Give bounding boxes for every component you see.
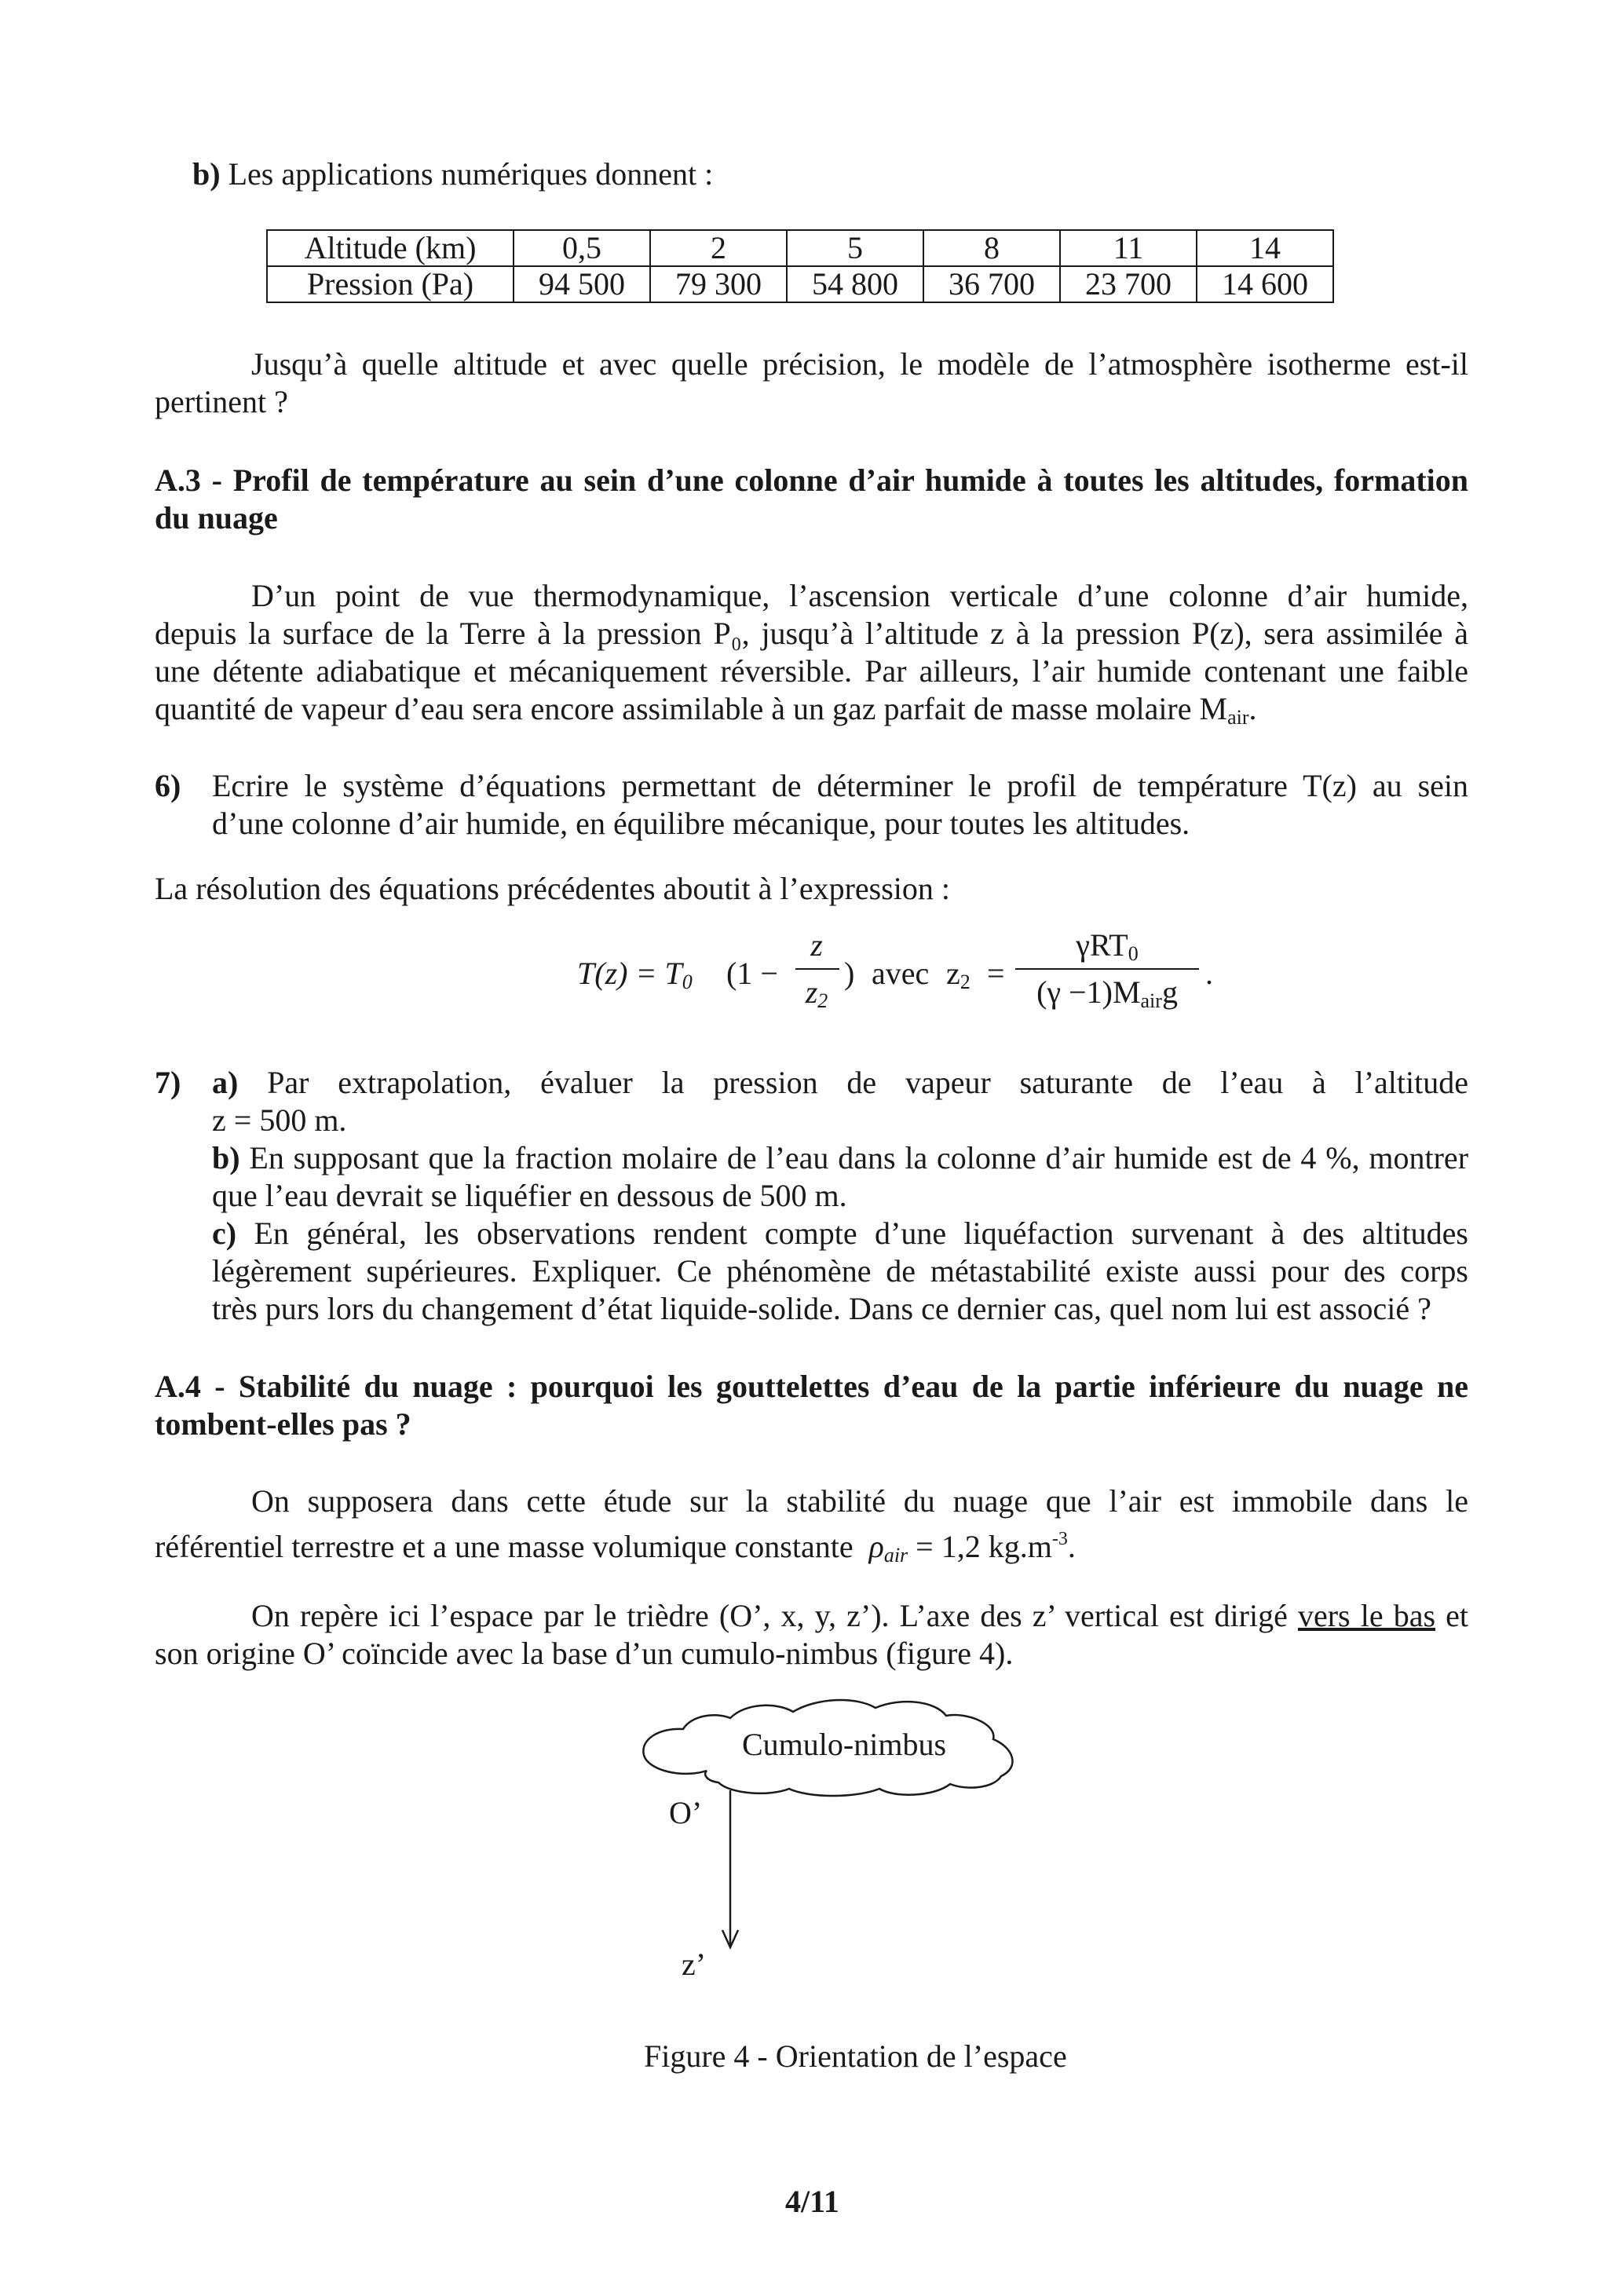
q6-line1: Ecrire le système d’équations permettant de déterminer le profil de température T(z) au sein — [212, 768, 1468, 803]
table-cell: 14 — [1197, 230, 1333, 266]
rho-sub: air — [883, 1544, 908, 1567]
section-a4-para2-end: et — [1435, 1598, 1468, 1633]
formula-lhs — [577, 955, 693, 994]
origin-label: O’ — [669, 1795, 703, 1830]
formula-period: . — [1205, 956, 1213, 991]
figure-4 — [628, 1680, 1068, 2026]
table-cell: 94 500 — [514, 266, 650, 302]
section-a3-title-line1: A.3 - Profil de température au sein d’une colonne d’air humide à toutes les altitudes, formation — [155, 462, 1468, 498]
q5b-label: b) — [192, 156, 221, 192]
q6-line2: d’une colonne d’air humide, en équilibre mécanique, pour toutes les altitudes. — [212, 806, 1190, 841]
formula-z2 — [946, 955, 971, 994]
table-cell: 23 700 — [1060, 266, 1197, 302]
q7c-line3: très purs lors du changement d’état liquide-solide. Dans ce dernier cas, quel nom lui est associé ? — [212, 1291, 1431, 1326]
pertinence-question-line2: pertinent ? — [155, 384, 288, 419]
table-cell: 54 800 — [787, 266, 923, 302]
table-cell: 5 — [787, 230, 923, 266]
section-a4-title-line1: A.4 - Stabilité du nuage : pourquoi les gouttelettes d’eau de la partie inférieure du nuage ne — [155, 1369, 1468, 1404]
formula-frac2-den-end: g — [1161, 974, 1178, 1010]
section-a4-para1-line2 — [155, 1520, 1076, 1574]
section-a4-para2-text: On repère ici l’espace par le trièdre (O’, x, y, z’). L’axe des z’ vertical est dirigé — [251, 1598, 1298, 1633]
section-a4-para1-line2-text: référentiel terrestre et a une masse volumique constante — [155, 1529, 854, 1564]
table-cell: 36 700 — [923, 266, 1060, 302]
formula-frac1-denominator — [793, 974, 840, 1013]
figure-4-caption: Figure 4 - Orientation de l’espace — [644, 2038, 1067, 2074]
table-cell: 11 — [1060, 230, 1197, 266]
section-a3-para-line3: une détente adiabatique et mécaniquement réversible. Par ailleurs, l’air humide contenant une faible — [155, 653, 1468, 689]
rho-symbol — [868, 1529, 908, 1567]
formula-lhs-text: T(z) = T — [577, 956, 682, 991]
page-number: 4/11 — [785, 2184, 839, 2219]
rho-text: ρ — [868, 1529, 884, 1564]
table-cell: Altitude (km) — [267, 230, 514, 266]
q5b-intro — [192, 155, 713, 193]
q7a-label: a) — [212, 1065, 239, 1100]
section-a4-para2-line1 — [251, 1597, 1468, 1635]
axis-label: z’ — [682, 1947, 707, 1982]
q7a-text: Par extrapolation, évaluer la pression de vapeur saturante de l’eau à l’altitude — [267, 1065, 1469, 1100]
section-a3-para-line4-end: . — [1248, 691, 1257, 726]
formula-paren-open: (1 − — [726, 956, 778, 991]
pertinence-question-line1: Jusqu’à quelle altitude et avec quelle précision, le modèle de l’atmosphère isotherme est-il — [251, 346, 1468, 382]
q6-number: 6) — [155, 768, 181, 803]
density-exponent: -3 — [1051, 1529, 1068, 1549]
q7a-line2: z = 500 m. — [212, 1102, 347, 1138]
section-a4-para1-line1: On supposera dans cette étude sur la stabilité du nuage que l’air est immobile dans le — [251, 1483, 1468, 1519]
q7c-label: c) — [212, 1216, 237, 1251]
table-cell: 2 — [650, 230, 787, 266]
density-period: . — [1067, 1529, 1076, 1564]
underlined-downward: vers le bas — [1297, 1598, 1436, 1633]
formula-frac1-den-sub: 2 — [817, 989, 828, 1012]
section-a3-para-line4-text: quantité de vapeur d’eau sera encore assimilable à un gaz parfait de masse molaire M — [155, 691, 1228, 726]
table-cell: Pression (Pa) — [267, 266, 514, 302]
formula-frac2-num-sub: 0 — [1128, 942, 1139, 965]
q5b-text: Les applications numériques donnent : — [228, 156, 714, 192]
formula-frac1-numerator: z — [810, 927, 823, 963]
formula-z2-text: z — [946, 956, 960, 991]
m-air-subscript: air — [1227, 706, 1249, 729]
table-cell: 14 600 — [1197, 266, 1333, 302]
formula-paren-close: ) — [844, 956, 855, 991]
q7b-line2: que l’eau devrait se liquéfier en dessous de 500 m. — [212, 1178, 847, 1213]
formula-z2-sub: 2 — [960, 971, 971, 993]
table-cell: 79 300 — [650, 266, 787, 302]
section-a4-para2-line2: son origine O’ coïncide avec la base d’un cumulo-nimbus (figure 4). — [155, 1636, 1014, 1671]
formula-frac2-denominator — [1017, 974, 1197, 1013]
formula-frac1-bar — [795, 968, 839, 970]
formula-frac2-den-text: (γ −1)M — [1036, 974, 1141, 1010]
formula-frac2-numerator — [1017, 927, 1197, 966]
q7c-text: En général, les observations rendent compte d’une liquéfaction survenant à des altitudes — [254, 1216, 1468, 1251]
formula-frac2-num-text: γRT — [1076, 927, 1128, 963]
q7a-line1 — [212, 1064, 1468, 1102]
table-cell: 8 — [923, 230, 1060, 266]
altitude-pressure-table — [266, 229, 1334, 303]
formula-avec: avec — [872, 956, 930, 991]
section-a3-para-line1: D’un point de vue thermodynamique, l’ascension verticale d’une colonne d’air humide, — [251, 578, 1468, 613]
table-row-altitude — [267, 230, 1333, 266]
formula-frac2-den-sub: air — [1140, 989, 1162, 1012]
q7b-text: En supposant que la fraction molaire de l’eau dans la colonne d’air humide est de 4 %, montrer — [249, 1140, 1469, 1175]
q7b-line1 — [212, 1139, 1468, 1177]
section-a3-para-line4 — [155, 690, 1257, 737]
table-row-pressure — [267, 266, 1333, 302]
formula-frac1-den-text: z — [805, 974, 818, 1010]
density-value: = 1,2 kg.m — [908, 1529, 1052, 1564]
formula-equals: = — [987, 956, 1005, 991]
q7b-label: b) — [212, 1140, 240, 1175]
section-a3-para-line2: depuis la surface de la Terre à la pression P₀, jusqu’à l’altitude z à la pression P(z), sera assimilée à — [155, 616, 1468, 651]
temperature-profile-formula — [577, 927, 1213, 1021]
q7-number: 7) — [155, 1065, 181, 1100]
formula-frac2-bar — [1015, 968, 1199, 970]
section-a4-title-line2: tombent-elles pas ? — [155, 1406, 411, 1442]
resolution-text: La résolution des équations précédentes aboutit à l’expression : — [155, 871, 951, 906]
cloud-label: Cumulo-nimbus — [742, 1727, 947, 1762]
table-cell: 0,5 — [514, 230, 650, 266]
q7c-line2: légèrement supérieures. Expliquer. Ce phénomène de métastabilité existe aussi pour des corps — [212, 1253, 1468, 1289]
section-a3-title-line2: du nuage — [155, 500, 278, 536]
q7c-line1 — [212, 1215, 1468, 1252]
formula-lhs-sub: 0 — [682, 971, 693, 993]
